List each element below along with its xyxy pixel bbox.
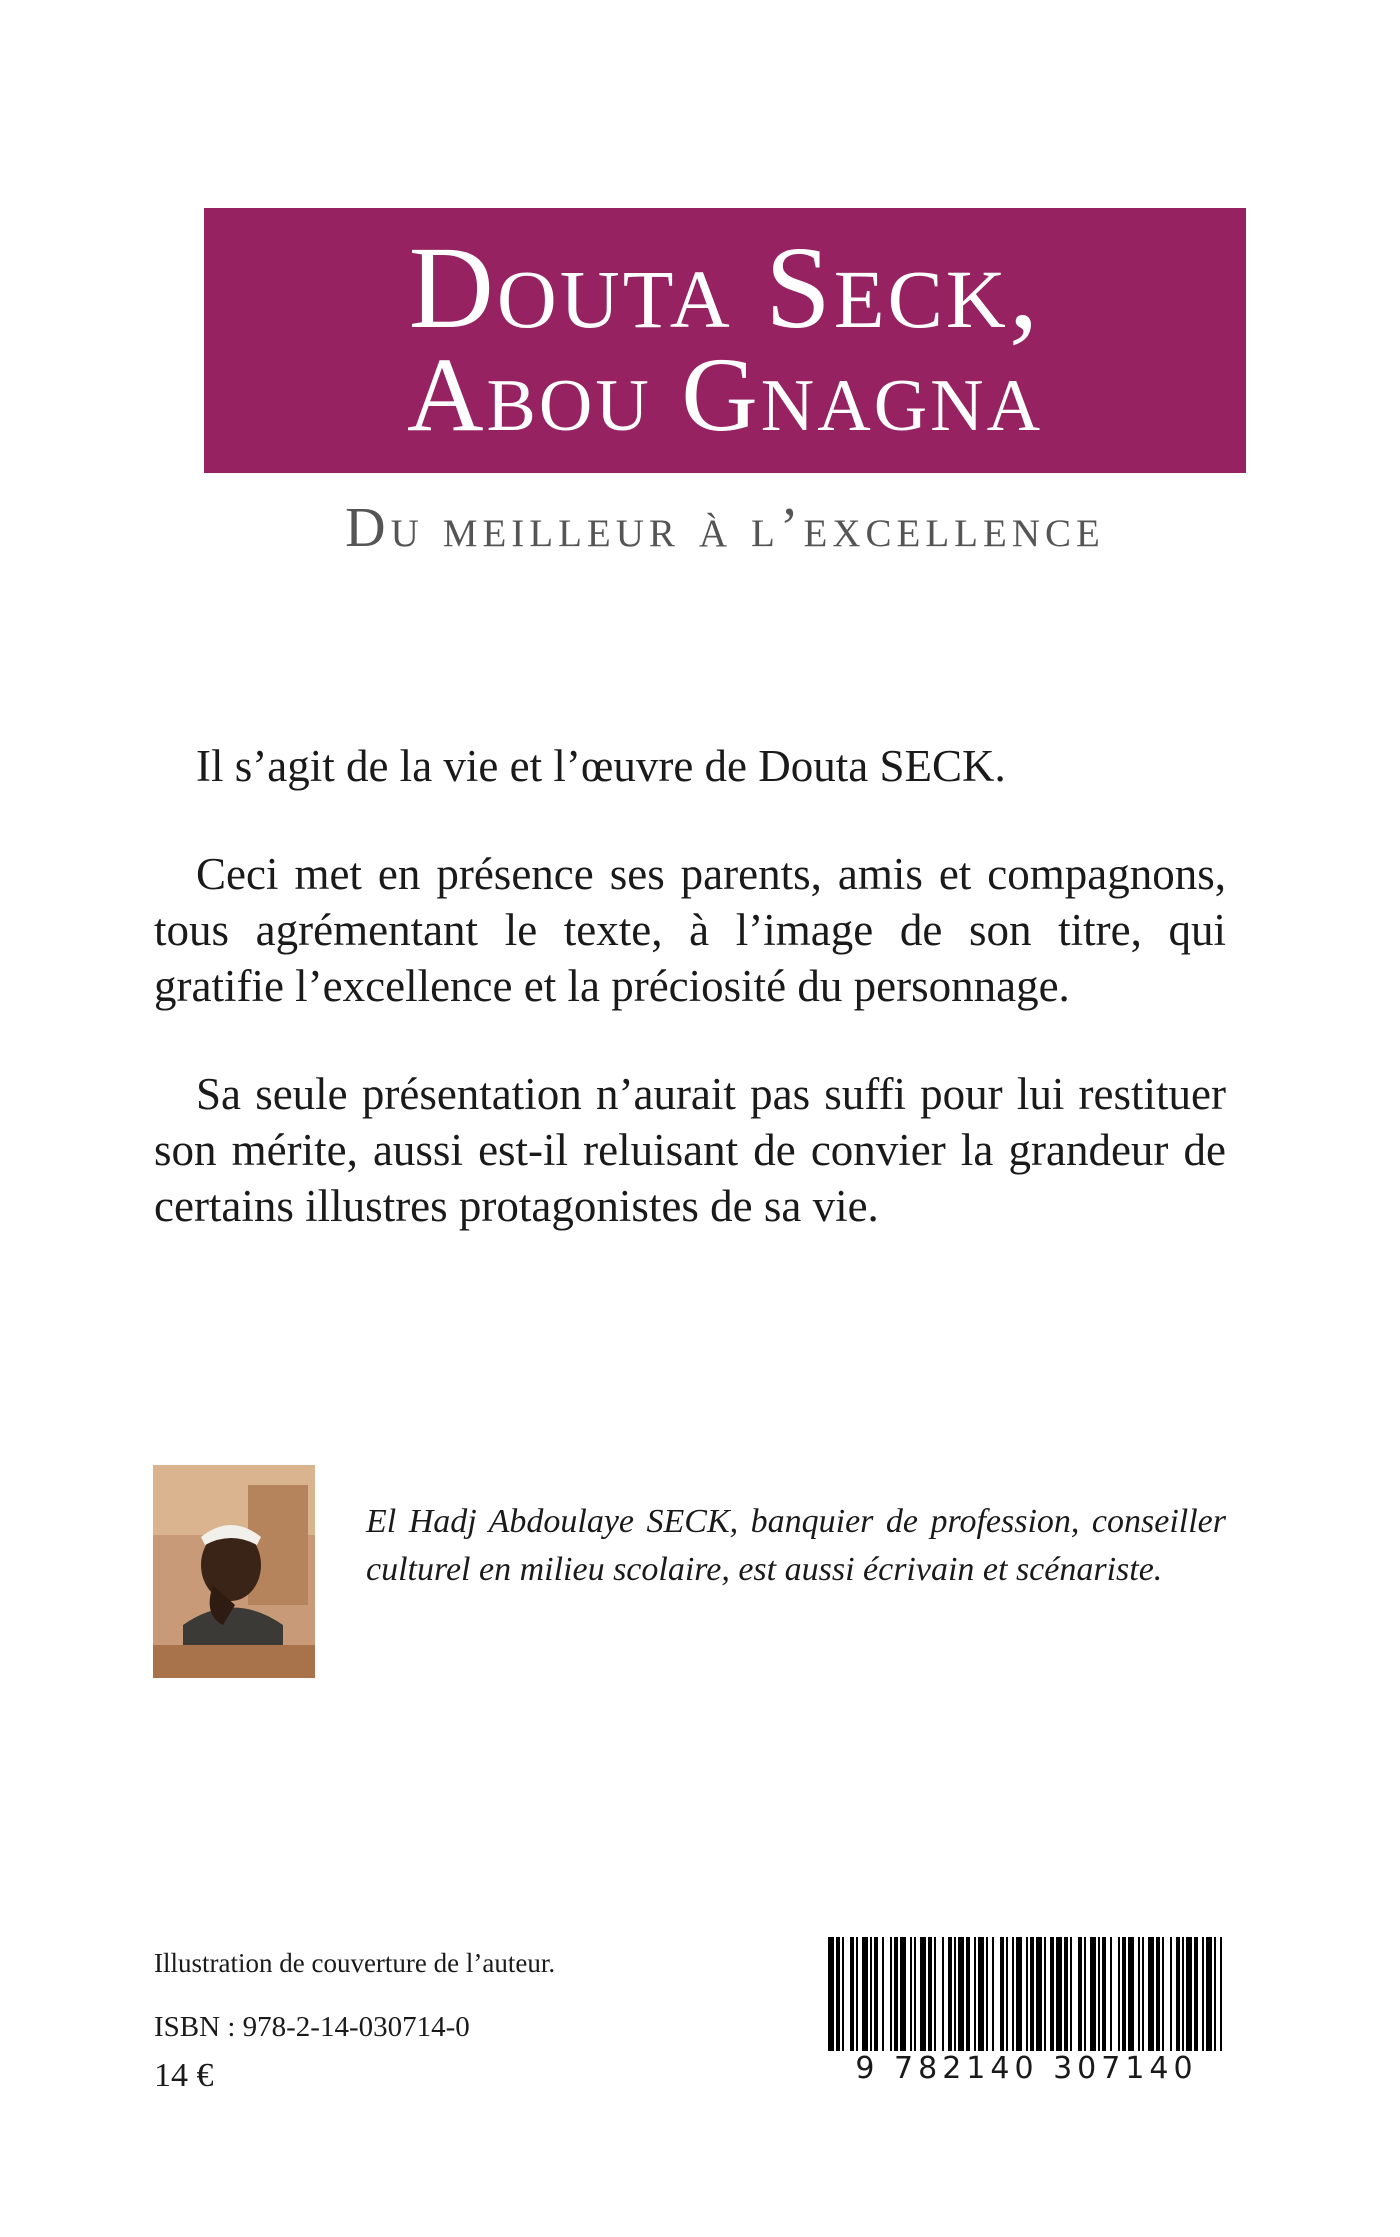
author-name: El Hadj Abdoulaye SECK [366,1503,730,1540]
author-bio-text: , banquier de profession, conseiller culturel en milieu scolaire, est aussi écrivain et scénariste. [366,1503,1226,1588]
blurb [154,738,1226,1286]
book-title-line1: Douta Seck, [408,222,1042,353]
blurb-paragraph-3: Sa seule présentation n’aurait pas suffi pour lui restituer son mérite, aussi est-il reluisant de convier la grandeur de certains illustres protagonistes de sa vie. [154,1069,1226,1231]
author-photo [153,1465,315,1678]
title-box [204,208,1246,473]
blurb-paragraph-1: Il s’agit de la vie et l’œuvre de Douta SECK. [196,741,1006,791]
barcode-digits: 9 782140 307140 [824,2051,1229,2086]
book-title-line2: Abou Gnagna [406,336,1044,453]
price: 14 € [154,2057,214,2094]
blurb-paragraph-2: Ceci met en présence ses parents, amis et compagnons, tous agrémentant le texte, à l’image de son titre, qui gratifie l’excellence et la préciosité du personnage. [154,849,1226,1011]
author-bio [366,1498,1226,1594]
isbn: ISBN : 978-2-14-030714-0 [154,2011,470,2043]
cover-credit: Illustration de couverture de l’auteur. [154,1948,556,1978]
book-subtitle: Du meilleur à l’excellence [345,497,1105,559]
